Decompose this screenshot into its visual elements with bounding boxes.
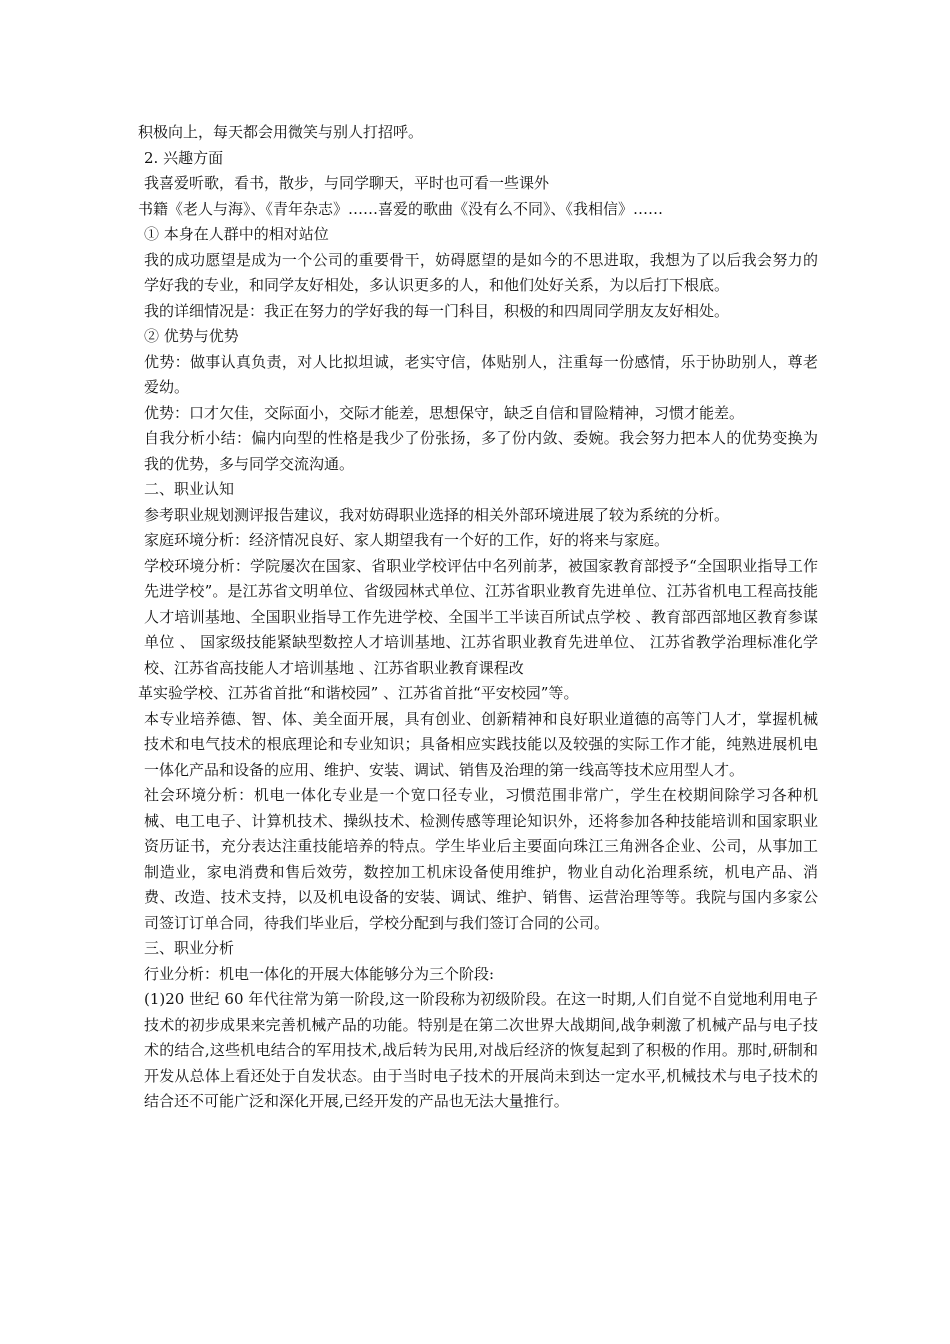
paragraph: 革实验学校、江苏省首批“和谐校园” 、江苏省首批“平安校园”等。 <box>138 684 579 702</box>
document-body <box>138 120 818 1115</box>
section-heading-strengths: ② 优势与优势 <box>144 327 239 345</box>
paragraph: (1)20 世纪 60 年代往常为第一阶段,这一阶段称为初级阶段。在这一时期,人们自觉不自觉地利用电子技术的初步成果来完善机械产品的功能。特别是在第二次世界大战期间,战争刺激了机械产品与电子技术的结合,这些机电结合的军用技术,战后转为民用,对战后经济的恢复起到了积极的作用。那时,研制和开发从总体上看还处于自发状态。由于当时电子技术的开展尚未到达一定水平,机械技术与电子技术的结合还不可能广泛和深化开展,已经开发的产品也无法大量推行。 <box>144 990 818 1110</box>
paragraph: 积极向上，每天都会用微笑与别人打招呼。 <box>138 123 424 141</box>
paragraph: 我喜爱听歌，看书，散步，与同学聊天，平时也可看一些课外 <box>144 174 550 192</box>
section-heading-position: ① 本身在人群中的相对站位 <box>144 225 329 243</box>
paragraph: 家庭环境分析：经济情况良好、家人期望我有一个好的工作，好的将来与家庭。 <box>144 531 670 549</box>
paragraph: 我的成功愿望是成为一个公司的重要骨干，妨碍愿望的是如今的不思进取，我想为了以后我会努力的学好我的专业，和同学友好相处，多认识更多的人，和他们处好关系，为以后打下根底。 <box>144 250 818 294</box>
paragraph: 自我分析小结：偏内向型的性格是我少了份张扬，多了份内敛、委婉。我会努力把本人的优势变换为我的优势，多与同学交流沟通。 <box>144 429 818 473</box>
section-heading-interests: 2. 兴趣方面 <box>144 148 224 167</box>
paragraph: 优势：口才欠佳，交际面小，交际才能差，思想保守，缺乏自信和冒险精神，习惯才能差。 <box>144 403 745 422</box>
section-heading-career-cognition: 二、职业认知 <box>144 480 235 498</box>
paragraph: 学校环境分析：学院屡次在国家、省职业学校评估中名列前茅，被国家教育部授予“全国职业指导工作先进学校”。是江苏省文明单位、省级园林式单位、江苏省职业教育先进单位、江苏省机电工程高技能人才培训基地、全国职业指导工作先进学校、全国半工半读百所试点学校 、教育部西部地区教育参谋单位 、 国家级技能紧缺型数控人才培训基地、江苏省职业教育先进单位、 江苏省教学治理标准化学校、江苏省高技能人才培训基地 、江苏省职业教育课程改 <box>144 556 818 677</box>
section-heading-career-analysis: 三、职业分析 <box>144 939 235 957</box>
paragraph: 我的详细情况是：我正在努力的学好我的每一门科目，积极的和四周同学朋友友好相处。 <box>144 301 730 320</box>
paragraph: 行业分析：机电一体化的开展大体能够分为三个阶段: <box>144 964 495 983</box>
paragraph: 优势：做事认真负责，对人比拟坦诚，老实守信，体贴别人，注重每一份感情，乐于协助别人，尊老爱幼。 <box>144 352 818 396</box>
paragraph: 社会环境分析：机电一体化专业是一个宽口径专业，习惯范围非常广，学生在校期间除学习各种机械、电工电子、计算机技术、操纵技术、检测传感等理论知识外，还将参加各种技能培训和国家职业资历证书，充分表达注重技能培养的特点。学生毕业后主要面向珠江三角洲各企业、公司，从事加工制造业，家电消费和售后效劳，数控加工机床设备使用维护，物业自动化治理系统，机电产品、消费、改造、技术支持，以及机电设备的安装、调试、维护、销售、运营治理等等。我院与国内多家公司签订订单合同，待我们毕业后，学校分配到与我们签订合同的公司。 <box>144 786 818 932</box>
paragraph: 本专业培养德、智、体、美全面开展，具有创业、创新精神和良好职业道德的高等门人才，掌握机械技术和电气技术的根底理论和专业知识；具备相应实践技能以及较强的实际工作才能，纯熟进展机电一体化产品和设备的应用、维护、安装、调试、销售及治理的第一线高等技术应用型人才。 <box>144 709 818 779</box>
paragraph: 书籍《老人与海》、《青年杂志》……喜爱的歌曲《没有么不同》、《我相信》…… <box>138 199 664 218</box>
paragraph: 参考职业规划测评报告建议，我对妨碍职业选择的相关外部环境进展了较为系统的分析。 <box>144 505 730 524</box>
